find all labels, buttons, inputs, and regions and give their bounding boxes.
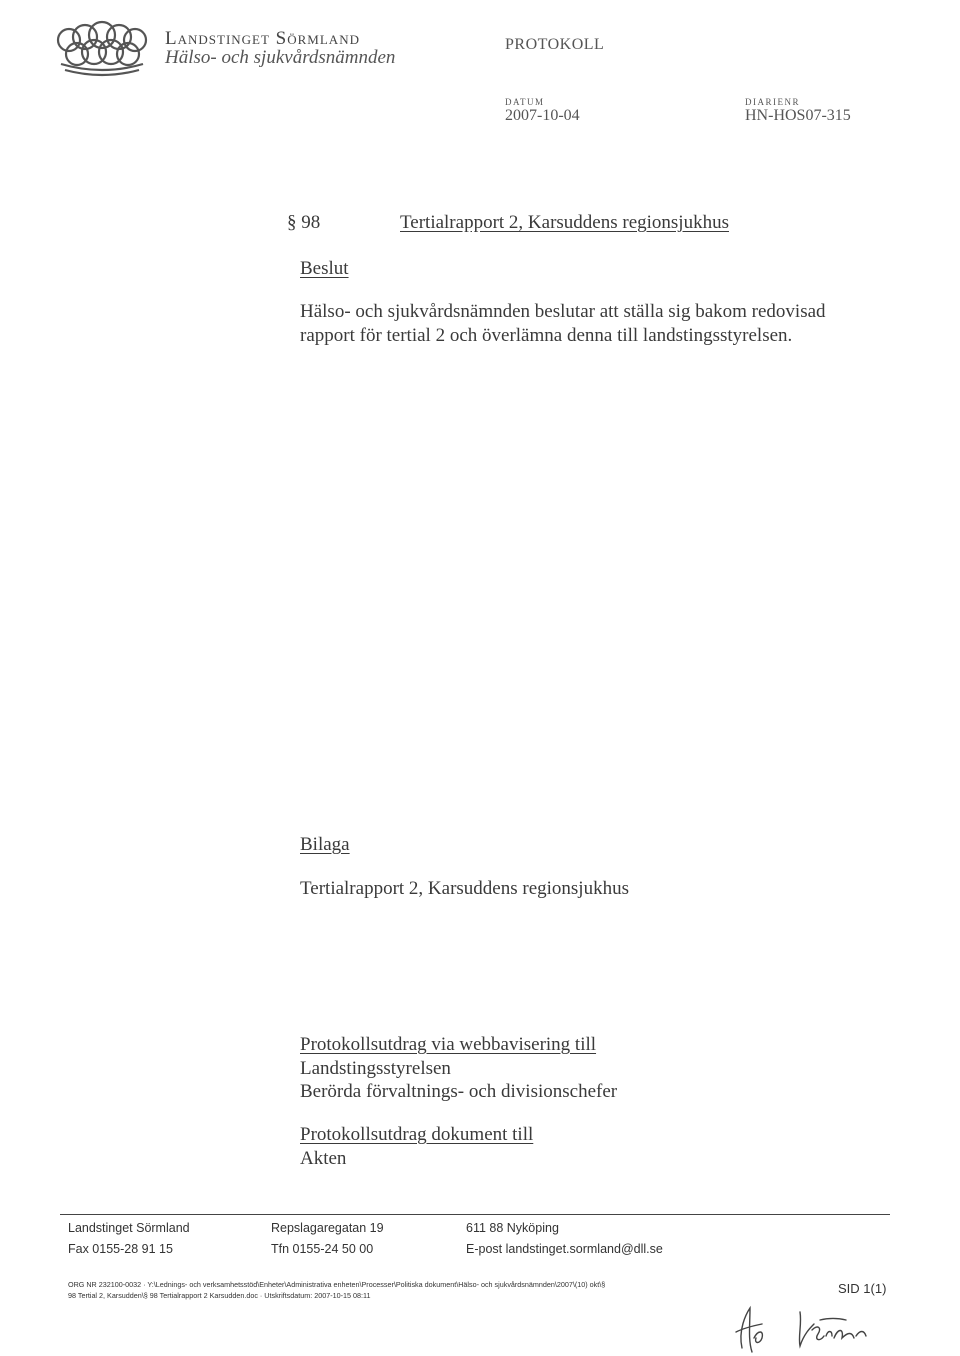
distribution-recipient: Akten — [300, 1148, 347, 1169]
footer-street: Repslagaregatan 19 — [271, 1221, 384, 1235]
handwritten-initials-signature — [728, 1300, 878, 1356]
page-number: SID 1(1) — [838, 1281, 887, 1296]
section-number: § 98 — [287, 212, 321, 233]
dnr-label: DIARIENR — [745, 97, 800, 107]
decision-line: rapport för tertial 2 och överlämna denna till landstingsstyrelsen. — [300, 325, 793, 346]
distribution-recipient: Berörda förvaltnings- och divisionschefer — [300, 1081, 618, 1102]
footer-city: 611 88 Nyköping — [466, 1221, 559, 1235]
decision-line: Hälso- och sjukvårdsnämnden beslutar att ställa sig bakom redovisad — [300, 301, 826, 322]
attachment-item: Tertialrapport 2, Karsuddens regionsjukhus — [300, 878, 629, 899]
date-value: 2007-10-04 — [505, 107, 580, 124]
doc-type: PROTOKOLL — [505, 36, 605, 53]
org-name: Landstinget Sörmland — [165, 28, 360, 49]
footer-fax: Fax 0155-28 91 15 — [68, 1242, 173, 1256]
distribution-doc-heading: Protokollsutdrag dokument till — [300, 1124, 534, 1145]
dnr-value: HN-HOS07-315 — [745, 107, 851, 124]
attachment-heading: Bilaga — [300, 834, 350, 855]
org-subtitle: Hälso- och sjukvårdsnämnden — [165, 47, 396, 68]
distribution-web-heading: Protokollsutdrag via webbavisering till — [300, 1034, 597, 1055]
distribution-recipient: Landstingsstyrelsen — [300, 1058, 451, 1079]
footer-divider — [60, 1214, 890, 1215]
section-title: Tertialrapport 2, Karsuddens regionsjukhus — [400, 212, 729, 233]
footer-meta-line: 98 Tertial 2, Karsudden\§ 98 Tertialrapport 2 Karsudden.doc · Utskriftsdatum: 2007-10-15 08:11 — [68, 1291, 371, 1300]
decision-text — [300, 300, 860, 348]
crown-logo-icon — [55, 20, 150, 78]
footer-phone: Tfn 0155-24 50 00 — [271, 1242, 374, 1256]
decision-heading: Beslut — [300, 258, 349, 279]
footer-meta-line: ORG NR 232100-0032 · Y:\Lednings- och verksamhetsstöd\Enheter\Administrativa enheten\Processer\Politiska dokument\Hälso- och sjukvårdsnämnden\2007\(10) okt\§ — [68, 1280, 606, 1289]
date-label: DATUM — [505, 97, 545, 107]
footer-email: E-post landstinget.sormland@dll.se — [466, 1242, 663, 1256]
footer-org: Landstinget Sörmland — [68, 1221, 190, 1235]
